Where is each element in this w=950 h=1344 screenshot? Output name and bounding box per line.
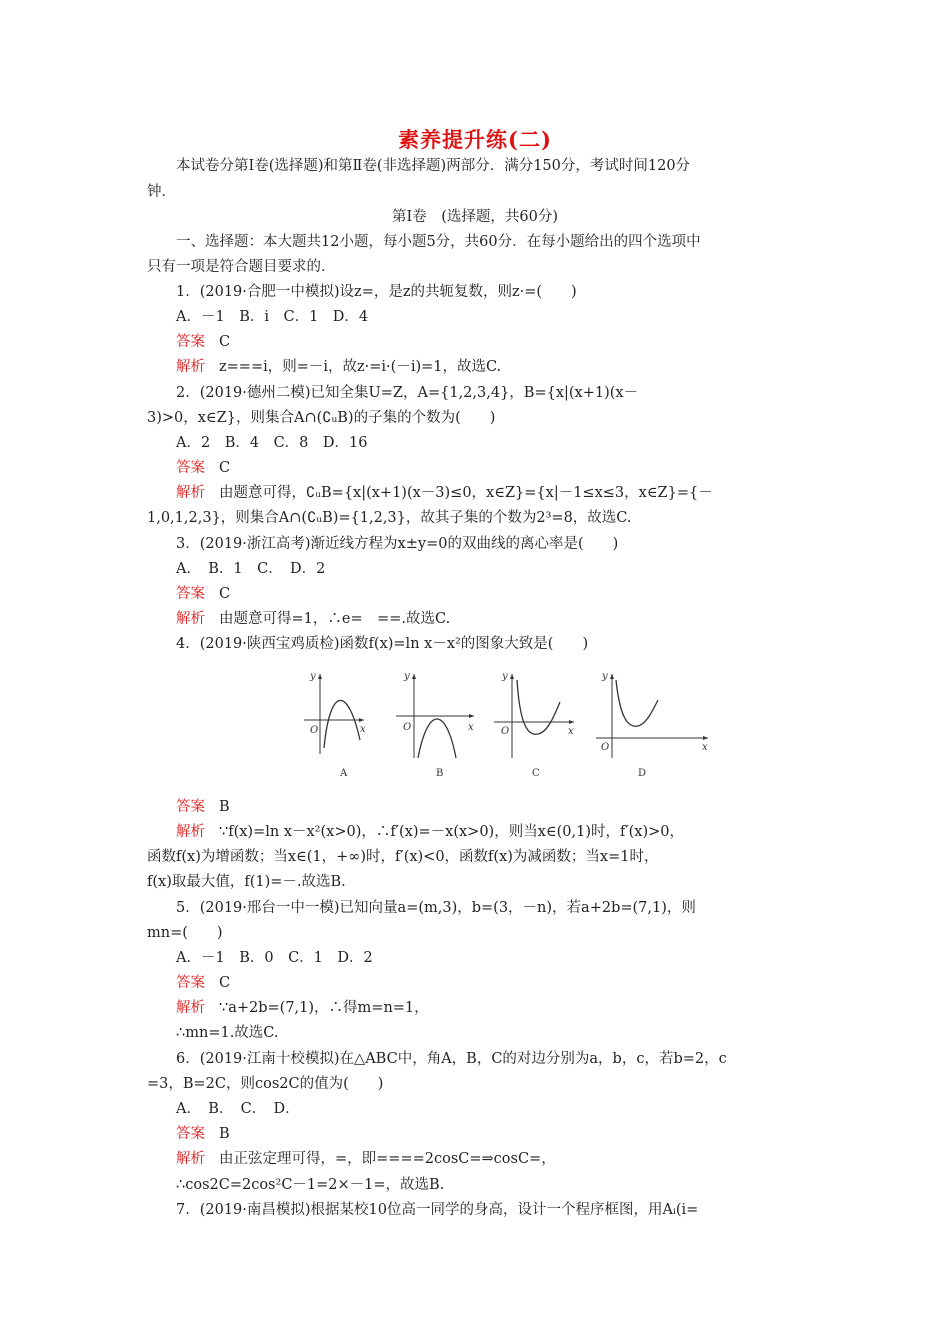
analysis-label: 解析	[176, 1151, 205, 1167]
analysis-label: 解析	[176, 1000, 205, 1016]
x-axis-label: x	[360, 724, 366, 735]
question-6-analysis: ∴cos2C=2cos²C－1=2×－1=，故选B.	[176, 1177, 445, 1193]
question-6-stem: =3，B=2C，则cos2C的值为( )	[147, 1076, 384, 1092]
function-graph-options-figure	[296, 666, 716, 786]
question-2-analysis	[176, 483, 846, 503]
question-1-options: A．－1 B．i C．1 D．4	[176, 309, 369, 325]
answer-label: 答案	[176, 460, 205, 476]
answer-value: C	[219, 334, 231, 350]
analysis-text: 由题意可得=1，∴e= ==.故选C.	[219, 611, 451, 627]
origin-label: O	[501, 726, 510, 737]
analysis-text: ∵a+2b=(7,1)，∴得m=n=1，	[219, 1000, 429, 1016]
question-1-analysis	[176, 357, 846, 377]
graph-d	[596, 671, 708, 779]
question-4-answer	[176, 797, 846, 817]
analysis-text: z===i，则=－i，故z·=i·(－i)=1，故选C.	[219, 359, 502, 375]
question-5-stem: 5．(2019·邢台一中一模)已知向量a=(m,3)，b=(3，－n)，若a+2b=(7,1)，则	[176, 900, 696, 916]
analysis-label: 解析	[176, 611, 205, 627]
x-axis-label: x	[702, 742, 708, 753]
analysis-label: 解析	[176, 824, 205, 840]
analysis-label: 解析	[176, 359, 205, 375]
question-2-stem: 2．(2019·德州二模)已知全集U=Z，A={1,2,3,4}，B={x|(x+1)(x－	[176, 385, 639, 401]
analysis-label: 解析	[176, 485, 205, 501]
option-label: D	[638, 768, 647, 779]
question-4-analysis: 函数f(x)为增函数；当x∈(1，+∞)时，f′(x)<0，函数f(x)为减函数；当x=1时，	[147, 849, 659, 865]
question-4-analysis	[176, 822, 846, 842]
question-5-stem: mn=( )	[147, 925, 223, 941]
answer-value: B	[219, 799, 230, 815]
x-axis-label: x	[568, 726, 574, 737]
question-1-stem: 1．(2019·合肥一中模拟)设z=，是z的共轭复数，则z·=( )	[176, 284, 577, 300]
analysis-text: 由题意可得，∁ᵤB={x|(x+1)(x－3)≤0，x∈Z}={x|－1≤x≤3，x∈Z}={－	[219, 485, 713, 501]
question-5-analysis: ∴mn=1.故选C.	[176, 1025, 279, 1041]
analysis-text: ∵f(x)=ln x－x²(x>0)，∴f′(x)=－x(x>0)，则当x∈(0,1)时，f′(x)>0，	[219, 824, 685, 840]
origin-label: O	[601, 742, 610, 753]
answer-value: C	[219, 975, 231, 991]
question-2-stem: 3)>0，x∈Z}，则集合A∩(∁ᵤB)的子集的个数为( )	[147, 410, 496, 426]
y-axis-label: y	[502, 671, 508, 682]
question-4-stem: 4．(2019·陕西宝鸡质检)函数f(x)=ln x－x²的图象大致是( )	[176, 636, 589, 652]
answer-value: C	[219, 586, 231, 602]
x-axis-label: x	[468, 722, 474, 733]
intro-line: 本试卷分第Ⅰ卷(选择题)和第Ⅱ卷(非选择题)两部分．满分150分，考试时间120分	[176, 158, 691, 174]
question-2-analysis: 1,0,1,2,3}，则集合A∩(∁ᵤB)={1,2,3}，故其子集的个数为2³=8，故选C.	[147, 510, 632, 526]
question-7-stem: 7．(2019·南昌模拟)根据某校10位高一同学的身高，设计一个程序框图，用Aᵢ(i=	[176, 1202, 699, 1218]
intro-line: 钟．	[147, 184, 176, 200]
answer-label: 答案	[176, 799, 205, 815]
question-3-answer	[176, 584, 846, 604]
question-6-options: A． B． C． D．	[176, 1101, 300, 1117]
origin-label: O	[403, 722, 412, 733]
question-1-answer	[176, 332, 846, 352]
question-5-answer	[176, 973, 846, 993]
option-label: C	[532, 768, 540, 779]
answer-label: 答案	[176, 334, 205, 350]
y-axis-label: y	[310, 671, 316, 682]
question-6-answer	[176, 1124, 846, 1144]
graph-c	[494, 671, 574, 779]
question-6-stem: 6．(2019·江南十校模拟)在△ABC中，角A，B，C的对边分别为a，b，c，若b=2，c	[176, 1051, 727, 1067]
analysis-text: 由正弦定理可得，=，即====2cosC=⇒cosC=，	[219, 1151, 556, 1167]
question-5-analysis	[176, 998, 846, 1018]
question-2-answer	[176, 458, 846, 478]
question-3-options: A． B．1 C． D．2	[176, 561, 326, 577]
question-2-options: A．2 B．4 C．8 D．16	[176, 435, 368, 451]
part-instructions: 只有一项是符合题目要求的．	[147, 259, 336, 275]
section-heading: 第Ⅰ卷 (选择题，共60分)	[392, 209, 558, 225]
part-instructions: 一、选择题：本大题共12小题，每小题5分，共60分．在每小题给出的四个选项中	[176, 234, 701, 250]
answer-value: C	[219, 460, 231, 476]
answer-label: 答案	[176, 586, 205, 602]
page-title: 素养提升练(二)	[398, 127, 552, 152]
option-label: B	[436, 768, 444, 779]
question-3-stem: 3．(2019·浙江高考)渐近线方程为x±y=0的双曲线的离心率是( )	[176, 536, 619, 552]
graph-a	[304, 671, 366, 779]
option-label: A	[340, 768, 348, 779]
question-4-analysis: f(x)取最大值，f(1)=－.故选B.	[147, 874, 346, 890]
answer-value: B	[219, 1126, 230, 1142]
answer-label: 答案	[176, 1126, 205, 1142]
question-3-analysis	[176, 609, 846, 629]
answer-label: 答案	[176, 975, 205, 991]
y-axis-label: y	[602, 671, 608, 682]
question-6-analysis	[176, 1149, 846, 1169]
y-axis-label: y	[404, 671, 410, 682]
graph-b	[396, 671, 474, 779]
origin-label: O	[310, 725, 319, 736]
question-5-options: A．－1 B．0 C．1 D．2	[176, 950, 373, 966]
